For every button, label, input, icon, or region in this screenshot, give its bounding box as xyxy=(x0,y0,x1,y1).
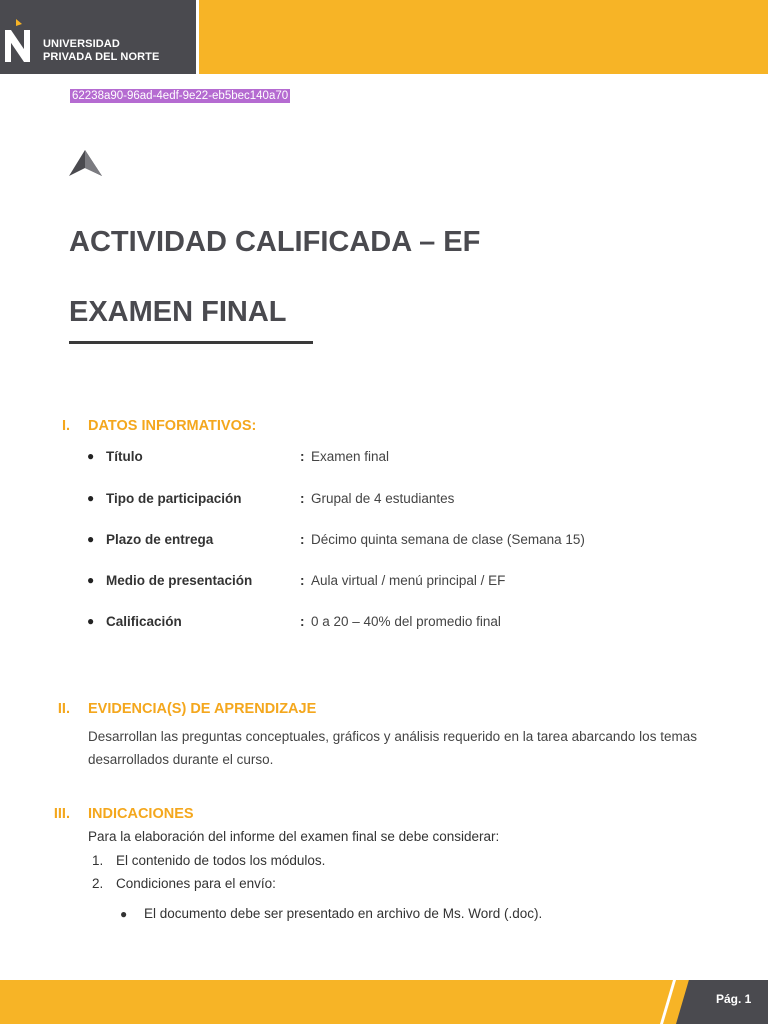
page-number: Pág. 1 xyxy=(716,992,752,1006)
info-colon: : xyxy=(300,573,305,588)
section-1-number: I. xyxy=(61,418,70,434)
section-1-title: DATOS INFORMATIVOS: xyxy=(88,418,257,434)
list-item-number: 1. xyxy=(92,853,104,868)
bullet-icon: ● xyxy=(87,573,95,587)
info-value: 0 a 20 – 40% del promedio final xyxy=(311,614,501,629)
navigation-arrow-icon xyxy=(68,148,104,178)
sub-list-item xyxy=(120,906,542,921)
header-logo-block xyxy=(0,0,196,74)
list-item xyxy=(92,876,276,891)
page-title: ACTIVIDAD CALIFICADA – EF xyxy=(69,226,481,258)
evidencia-paragraph: Desarrollan las preguntas conceptuales, gráficos y análisis requerido en la tarea abarcando los temas desarrollados durante el curso. xyxy=(88,729,697,767)
bullet-icon: ● xyxy=(87,532,95,546)
bullet-icon: ● xyxy=(87,491,95,505)
info-label: Medio de presentación xyxy=(106,573,253,588)
bullet-icon: ● xyxy=(120,907,128,921)
info-value: Grupal de 4 estudiantes xyxy=(311,491,455,506)
info-row-calificacion xyxy=(82,614,702,634)
info-colon: : xyxy=(300,449,305,464)
list-item-number: 2. xyxy=(92,876,104,891)
header-accent-bar xyxy=(199,0,768,74)
page-subtitle: EXAMEN FINAL xyxy=(69,296,287,328)
section-3-title: INDICACIONES xyxy=(88,806,194,822)
bullet-icon: ● xyxy=(87,614,95,628)
sub-list-item-text: El documento debe ser presentado en archivo de Ms. Word (.doc). xyxy=(144,906,543,921)
upn-logo-icon xyxy=(2,18,38,64)
info-value: Aula virtual / menú principal / EF xyxy=(311,573,506,588)
footer-accent-bar xyxy=(0,980,768,1024)
info-colon: : xyxy=(300,532,305,547)
info-row-titulo xyxy=(82,449,702,469)
footer-divider-stripe xyxy=(660,980,680,1024)
section-2-title: EVIDENCIA(S) DE APRENDIZAJE xyxy=(88,701,317,717)
info-value: Décimo quinta semana de clase (Semana 15) xyxy=(311,532,585,547)
list-item-text: Condiciones para el envío: xyxy=(116,876,276,891)
section-3-number: III. xyxy=(53,806,70,822)
list-item xyxy=(92,853,325,868)
info-colon: : xyxy=(300,614,305,629)
info-label: Plazo de entrega xyxy=(106,532,214,547)
list-item-text: El contenido de todos los módulos. xyxy=(116,853,326,868)
document-id: 62238a90-96ad-4edf-9e22-eb5bec140a70 xyxy=(72,90,289,102)
logo-line-2: PRIVADA DEL NORTE xyxy=(43,50,160,63)
info-label: Tipo de participación xyxy=(106,491,242,506)
section-2-number: II. xyxy=(57,701,70,717)
logo-line-1: UNIVERSIDAD xyxy=(43,38,120,50)
info-row-plazo xyxy=(82,532,702,552)
logo-text xyxy=(43,38,159,63)
title-underline xyxy=(69,341,313,344)
info-value: Examen final xyxy=(311,449,390,464)
info-label: Título xyxy=(106,449,143,464)
info-label: Calificación xyxy=(106,614,182,629)
info-row-medio xyxy=(82,573,702,593)
bullet-icon: ● xyxy=(87,449,95,463)
info-colon: : xyxy=(300,491,305,506)
info-row-participacion xyxy=(82,491,702,511)
indicaciones-intro: Para la elaboración del informe del examen final se debe considerar: xyxy=(88,829,500,844)
